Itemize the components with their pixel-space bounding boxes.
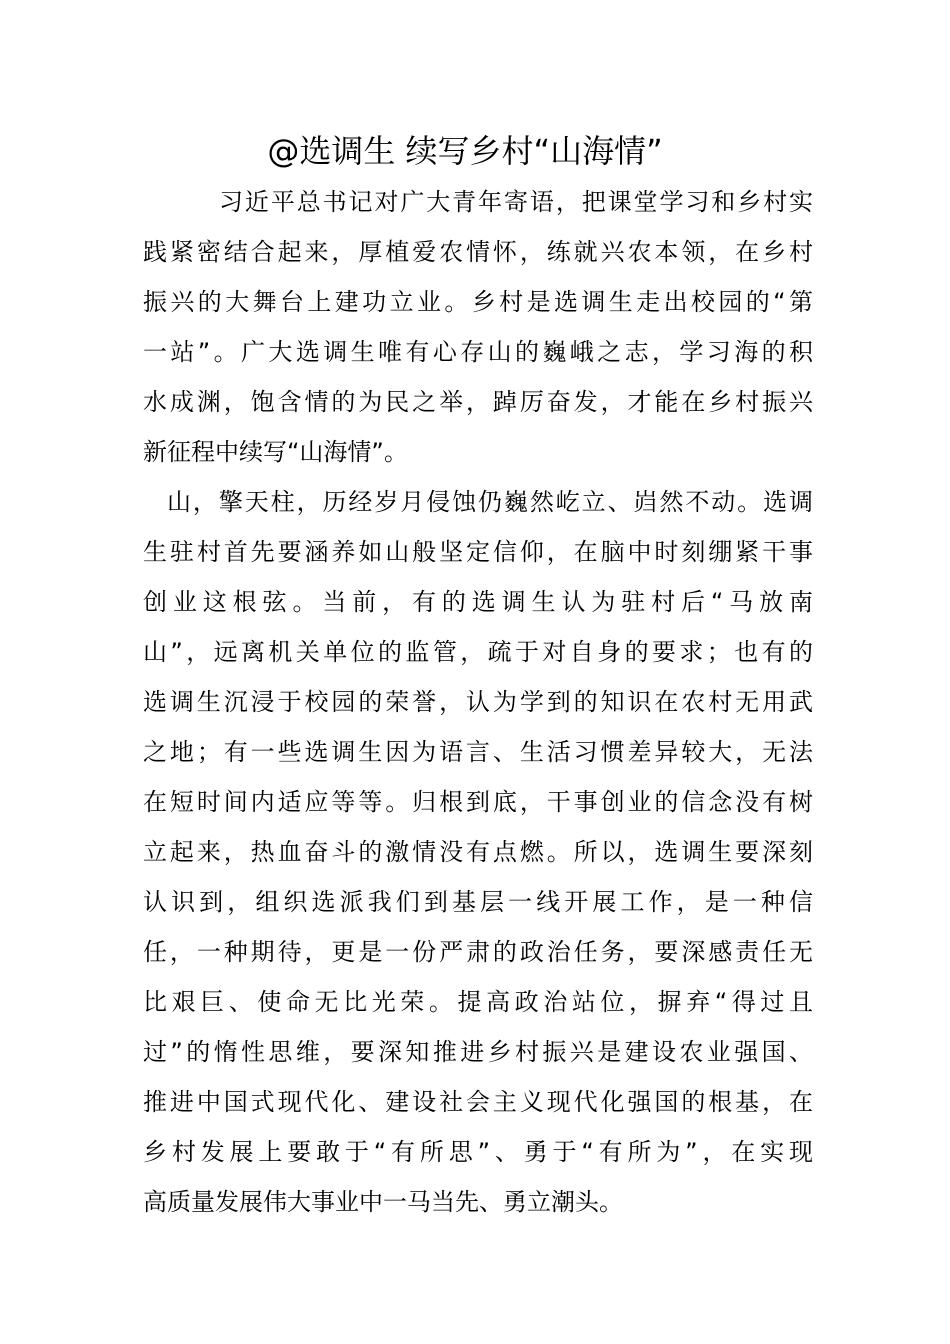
text-line: 高质量发展伟大事业中一马当先、勇立潮头。 [143, 1188, 623, 1216]
text-line: 山”，远离机关单位的监管，疏于对自身的要求；也有的 [143, 638, 813, 666]
text-line: 山，擎天柱，历经岁月侵蚀仍巍然屹立、岿然不动。选调 [167, 488, 813, 516]
text-line: 在短时间内适应等等。归根到底，干事创业的信念没有树 [143, 788, 813, 816]
text-line: 习近平总书记对广大青年寄语，把课堂学习和乡村实 [219, 188, 813, 216]
text-line: 创业这根弦。当前，有的选调生认为驻村后“马放南 [143, 588, 813, 616]
text-line: 认识到，组织选派我们到基层一线开展工作，是一种信 [143, 888, 813, 916]
text-line: 立起来，热血奋斗的激情没有点燃。所以，选调生要深刻 [143, 838, 813, 866]
text-line: 新征程中续写“山海情”。 [143, 438, 408, 466]
text-line: 乡村发展上要敢于“有所思”、勇于“有所为”，在实现 [143, 1138, 813, 1166]
text-line: 选调生沉浸于校园的荣誉，认为学到的知识在农村无用武 [143, 688, 813, 716]
text-line: 振兴的大舞台上建功立业。乡村是选调生走出校园的“第 [143, 288, 813, 316]
text-line: 一站”。广大选调生唯有心存山的巍峨之志，学习海的积 [143, 338, 813, 366]
text-line: 任，一种期待，更是一份严肃的政治任务，要深感责任无 [143, 938, 813, 966]
text-line: 推进中国式现代化、建设社会主义现代化强国的根基，在 [143, 1088, 813, 1116]
text-line: 践紧密结合起来，厚植爱农情怀，练就兴农本领，在乡村 [143, 238, 813, 266]
document-title: @选调生 续写乡村“山海情” [267, 132, 663, 170]
paragraph-intro [143, 177, 813, 477]
text-line: 生驻村首先要涵养如山般坚定信仰，在脑中时刻绷紧干事 [143, 538, 813, 566]
text-line: 之地；有一些选调生因为语言、生活习惯差异较大，无法 [143, 738, 813, 766]
text-line: 水成渊，饱含情的为民之举，踔厉奋发，才能在乡村振兴 [143, 388, 813, 416]
text-line: 过”的惰性思维，要深知推进乡村振兴是建设农业强国、 [143, 1038, 813, 1066]
text-line: 比艰巨、使命无比光荣。提高政治站位，摒弃“得过且 [143, 988, 813, 1016]
document-body [143, 177, 813, 1227]
paragraph-mountain [143, 477, 813, 1227]
